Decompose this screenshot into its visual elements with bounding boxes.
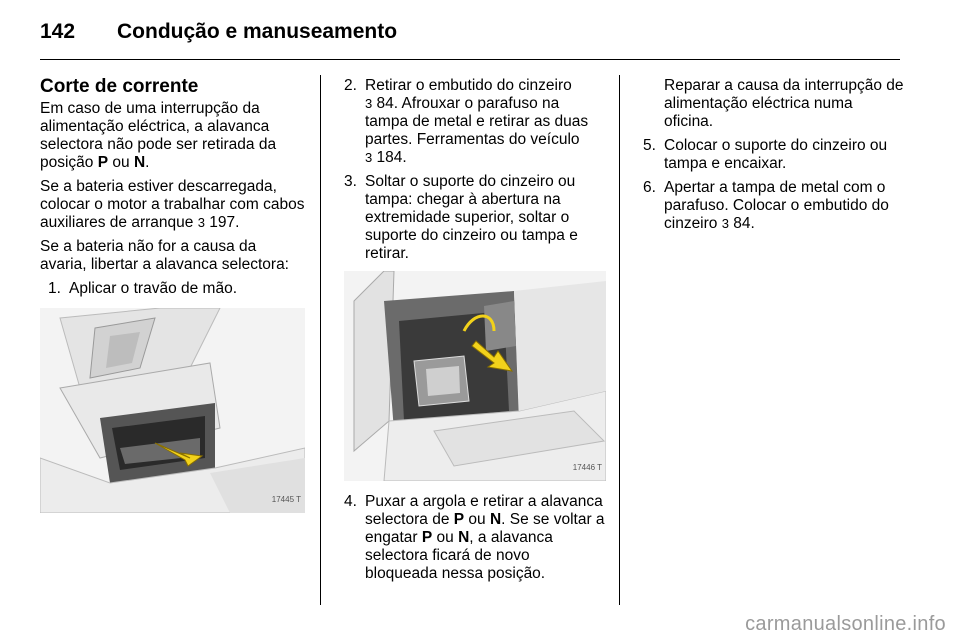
page-ref-link[interactable]: 84 (733, 215, 751, 232)
step-number: 6. (643, 179, 656, 196)
paragraph-battery (40, 178, 305, 232)
step-text: Apertar a tampa de metal com o parafuso. Colocar o embutido do cinzeiro (664, 179, 889, 232)
step-text: . Se se voltar a engatar (365, 511, 605, 546)
illustration-ashtray-holder (344, 271, 606, 481)
step-2 (344, 77, 606, 167)
step-text: , a alavanca selectora ficará de novo bloqueada nessa posição. (365, 529, 553, 582)
page-ref-arrow-icon: 3 (365, 96, 373, 111)
step-4-continued (643, 77, 905, 131)
text: . (235, 214, 240, 231)
page-ref-arrow-icon: 3 (721, 216, 729, 231)
page-ref-link[interactable]: 197 (209, 214, 236, 231)
page-ref-link[interactable]: 84 (376, 95, 394, 112)
figure-id: 17445 T (271, 495, 301, 504)
step-number: 5. (643, 137, 656, 154)
step-text: Colocar o suporte do cinzeiro ou tampa e encaixar. (664, 137, 888, 172)
column-divider (320, 75, 321, 605)
section-heading: Corte de corrente (40, 76, 199, 97)
position-n: N (133, 154, 146, 171)
position-p: P (453, 511, 465, 528)
column-divider (619, 75, 620, 605)
paragraph-power-cut (40, 100, 305, 172)
text: . (145, 154, 150, 171)
position-p: P (97, 154, 109, 171)
position-n: N (489, 511, 502, 528)
step-text: . (750, 215, 755, 232)
step-text: Retirar o embutido do cinzeiro (365, 77, 572, 94)
chapter-title: Condução e manuseamento (117, 20, 398, 43)
text: Se a bateria estiver descarregada, colocar o motor a trabalhar com cabos auxiliares de arranque (40, 178, 305, 231)
position-n: N (458, 529, 470, 546)
column-1 (40, 76, 305, 513)
step-text: ou (464, 511, 490, 528)
selector-lever-drawing (40, 308, 305, 513)
step-1 (48, 280, 305, 298)
step-text: Puxar a argola e retirar a alavanca selectora de (365, 493, 603, 528)
text: Em caso de uma interrupção da alimentação eléctrica, a alavanca selectora não pode ser retirada da posição (40, 100, 277, 171)
step-text: Aplicar o travão de mão. (69, 280, 238, 297)
step-number: 4. (344, 493, 357, 510)
text: ou (108, 154, 134, 171)
step-5 (643, 137, 905, 173)
step-text: . Afrouxar o parafuso na tampa de metal e retirar as duas partes. Ferramentas do veículo (365, 95, 589, 148)
page-ref-link[interactable]: 184 (376, 149, 403, 166)
step-3 (344, 173, 606, 263)
column-3 (643, 77, 905, 239)
column-2 (344, 77, 606, 589)
step-number: 1. (48, 280, 61, 297)
page-number: 142 (40, 20, 76, 43)
step-6 (643, 179, 905, 233)
ashtray-holder-drawing (344, 271, 606, 481)
step-4 (344, 493, 606, 583)
step-number: 3. (344, 173, 357, 190)
figure-id: 17446 T (572, 463, 602, 472)
illustration-selector-lever (40, 308, 305, 513)
paragraph-release: Se a bateria não for a causa da avaria, libertar a alavanca selectora: (40, 238, 289, 273)
position-p: P (421, 529, 433, 546)
page-ref-arrow-icon: 3 (197, 215, 205, 230)
watermark: carmanualsonline.info (745, 613, 946, 635)
step-text: Reparar a causa da interrupção de alimentação eléctrica numa oficina. (664, 77, 904, 130)
page-header (40, 16, 900, 60)
step-text: ou (432, 529, 459, 546)
step-number: 2. (344, 77, 357, 94)
page-ref-arrow-icon: 3 (365, 150, 373, 165)
step-text: Soltar o suporte do cinzeiro ou tampa: chegar à abertura na extremidade superior, soltar o suporte do cinzeiro ou tampa e retirar. (365, 173, 578, 262)
step-text: . (402, 149, 407, 166)
